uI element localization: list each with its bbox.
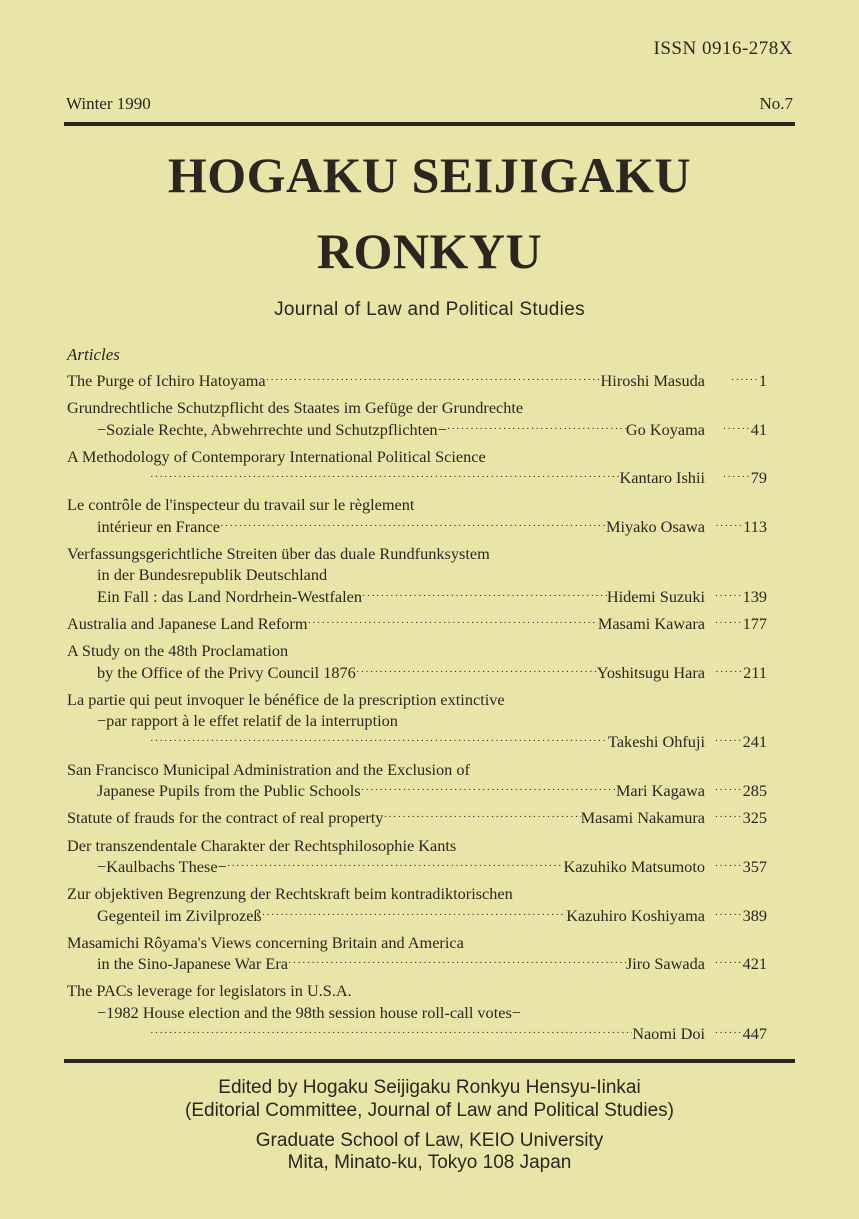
title-line: A Study on the 48th Proclamation (67, 641, 289, 661)
title-line: La partie qui peut invoquer le bénéfice de la prescription extinctive (67, 689, 505, 709)
dot-leader (150, 1023, 632, 1044)
page-number: 113 (743, 516, 767, 536)
page-number: 177 (742, 613, 767, 633)
article-author: Kantaro Ishii (619, 468, 705, 488)
page-ref (705, 419, 767, 440)
dot-leader (356, 662, 597, 683)
toc-entry-final-line (67, 1023, 767, 1044)
article-author: Takeshi Ohfuji (608, 732, 705, 752)
page-ref (705, 731, 767, 752)
title-line: A Methodology of Contemporary International Political Science (67, 446, 486, 466)
title-line: −par rapport à le effet relatif de la interruption (97, 711, 398, 731)
toc-entry (67, 835, 767, 878)
title-line: Gegenteil im Zivilprozeß (97, 905, 262, 925)
dot-leader (227, 856, 564, 877)
top-rule (64, 122, 795, 126)
toc-entry-final-line (67, 807, 767, 828)
dot-leader (150, 467, 620, 488)
dot-leader (220, 516, 606, 537)
toc-entry (67, 446, 767, 489)
page-number: 139 (742, 586, 767, 606)
toc-entry (67, 689, 767, 753)
article-author: Miyako Osawa (605, 516, 705, 536)
page-number: 285 (742, 781, 767, 801)
page-ref (705, 613, 767, 634)
toc-entry (67, 613, 767, 634)
toc-entry (67, 932, 767, 975)
dot-leader (715, 953, 743, 974)
dot-leader (715, 905, 743, 926)
title-line: Verfassungsgerichtliche Streiten über das duale Rundfunksystem (67, 544, 490, 564)
title-line: Statute of frauds for the contract of real property (67, 808, 384, 828)
page-number: 357 (742, 856, 767, 876)
dot-leader (262, 905, 567, 926)
page-ref (705, 856, 767, 877)
toc-entry (67, 807, 767, 828)
page-ref (705, 516, 767, 537)
page-number: 241 (742, 732, 767, 752)
toc-entry-final-line (67, 419, 767, 440)
toc-entry (67, 543, 767, 607)
editor-line: Edited by Hogaku Seijigaku Ronkyu Hensyu-Iinkai (218, 1077, 641, 1098)
bottom-rule (64, 1059, 795, 1063)
title-line: in the Sino-Japanese War Era (97, 954, 288, 974)
page-ref (705, 1023, 767, 1044)
dot-leader (715, 586, 743, 607)
toc-entry (67, 494, 767, 537)
toc-entry-final-line (67, 856, 767, 877)
editor-committee: (Editorial Committee, Journal of Law and Political Studies) (185, 1100, 674, 1121)
title-line: Zur objektiven Begrenzung der Rechtskraft beim kontradiktorischen (67, 884, 513, 904)
dot-leader (723, 467, 751, 488)
dot-leader (715, 662, 743, 683)
article-author: Masami Nakamura (580, 808, 705, 828)
article-author: Go Koyama (625, 419, 705, 439)
dot-leader (383, 807, 580, 828)
title-line: San Francisco Municipal Administration and the Exclusion of (67, 759, 470, 779)
journal-subtitle: Journal of Law and Political Studies (274, 299, 585, 320)
title-line: by the Office of the Privy Council 1876 (97, 662, 356, 682)
page-ref (705, 586, 767, 607)
dot-leader (715, 856, 743, 877)
toc-entry-final-line (67, 780, 767, 801)
page-number: 389 (742, 905, 767, 925)
page-number: 447 (742, 1024, 767, 1044)
issue-season: Winter 1990 (66, 94, 151, 113)
dot-leader (715, 807, 743, 828)
dot-leader (715, 613, 743, 634)
page-ref (705, 780, 767, 801)
page-number: 325 (742, 808, 767, 828)
page-ref (705, 467, 767, 488)
dot-leader (715, 1023, 743, 1044)
dot-leader (288, 953, 626, 974)
title-line: −Soziale Rechte, Abwehrrechte und Schutzpflichten− (97, 419, 447, 439)
page-ref (705, 905, 767, 926)
title-line: Japanese Pupils from the Public Schools (97, 781, 361, 801)
title-line: Grundrechtliche Schutzpflicht des Staates im Gefüge der Grundrechte (67, 398, 524, 418)
article-author: Kazuhiro Koshiyama (566, 905, 705, 925)
dot-leader (308, 613, 598, 634)
dot-leader (715, 516, 743, 537)
dot-leader (731, 370, 759, 391)
title-line: −Kaulbachs These− (97, 856, 227, 876)
toc-entry-final-line (67, 662, 767, 683)
title-line: Le contrôle de l'inspecteur du travail sur le règlement (67, 495, 415, 515)
toc-entry-final-line (67, 370, 767, 391)
page-number: 41 (750, 419, 767, 439)
toc-entry (67, 397, 767, 440)
article-author: Masami Kawara (597, 613, 705, 633)
toc-entry (67, 980, 767, 1044)
toc-entry-final-line (67, 613, 767, 634)
table-of-contents (67, 370, 767, 1050)
page-ref (705, 807, 767, 828)
article-author: Hidemi Suzuki (606, 586, 705, 606)
title-line: −1982 House election and the 98th session house roll-call votes− (97, 1002, 521, 1022)
toc-entry (67, 640, 767, 683)
dot-leader (362, 586, 607, 607)
toc-entry (67, 370, 767, 391)
page-number: 211 (743, 662, 767, 682)
dot-leader (447, 419, 626, 440)
article-author: Mari Kagawa (615, 781, 705, 801)
issue-number: No.7 (759, 94, 793, 113)
title-line: intérieur en France (97, 516, 220, 536)
dot-leader (715, 780, 743, 801)
journal-title-line2: RONKYU (316, 223, 543, 279)
title-line: Australia and Japanese Land Reform (67, 613, 308, 633)
page-number: 421 (742, 954, 767, 974)
toc-entry-final-line (67, 586, 767, 607)
toc-entry-final-line (67, 731, 767, 752)
dot-leader (715, 731, 743, 752)
toc-entry (67, 883, 767, 926)
article-author: Naomi Doi (632, 1024, 705, 1044)
dot-leader (361, 780, 616, 801)
page-number: 1 (758, 371, 767, 390)
publisher-school: Graduate School of Law, KEIO University (255, 1130, 604, 1151)
article-author: Yoshitsugu Hara (596, 662, 705, 682)
toc-entry-final-line (67, 516, 767, 537)
page-ref (705, 370, 767, 391)
title-line: Der transzendentale Charakter der Rechtsphilosophie Kants (67, 835, 457, 855)
page-number: 79 (750, 468, 767, 488)
page-ref (705, 953, 767, 974)
title-line: Masamichi Rôyama's Views concerning Britain and America (67, 932, 464, 952)
title-line: in der Bundesrepublik Deutschland (97, 565, 328, 585)
toc-entry-final-line (67, 467, 767, 488)
dot-leader (723, 419, 751, 440)
article-author: Hiroshi Masuda (600, 371, 705, 390)
title-line: Ein Fall : das Land Nordrhein-Westfalen (97, 586, 362, 606)
toc-entry-final-line (67, 905, 767, 926)
journal-title-line1: HOGAKU SEIJIGAKU (167, 147, 692, 203)
publisher-address: Mita, Minato-ku, Tokyo 108 Japan (287, 1152, 572, 1173)
toc-entry (67, 759, 767, 802)
page-ref (705, 662, 767, 683)
section-label: Articles (67, 345, 120, 364)
toc-entry-final-line (67, 953, 767, 974)
dot-leader (150, 731, 608, 752)
dot-leader (266, 370, 601, 391)
article-author: Jiro Sawada (625, 954, 705, 974)
issn: ISSN 0916-278X (653, 38, 793, 59)
title-line: The PACs leverage for legislators in U.S.A. (67, 981, 352, 1001)
title-line: The Purge of Ichiro Hatoyama (67, 371, 266, 390)
article-author: Kazuhiko Matsumoto (563, 856, 705, 876)
